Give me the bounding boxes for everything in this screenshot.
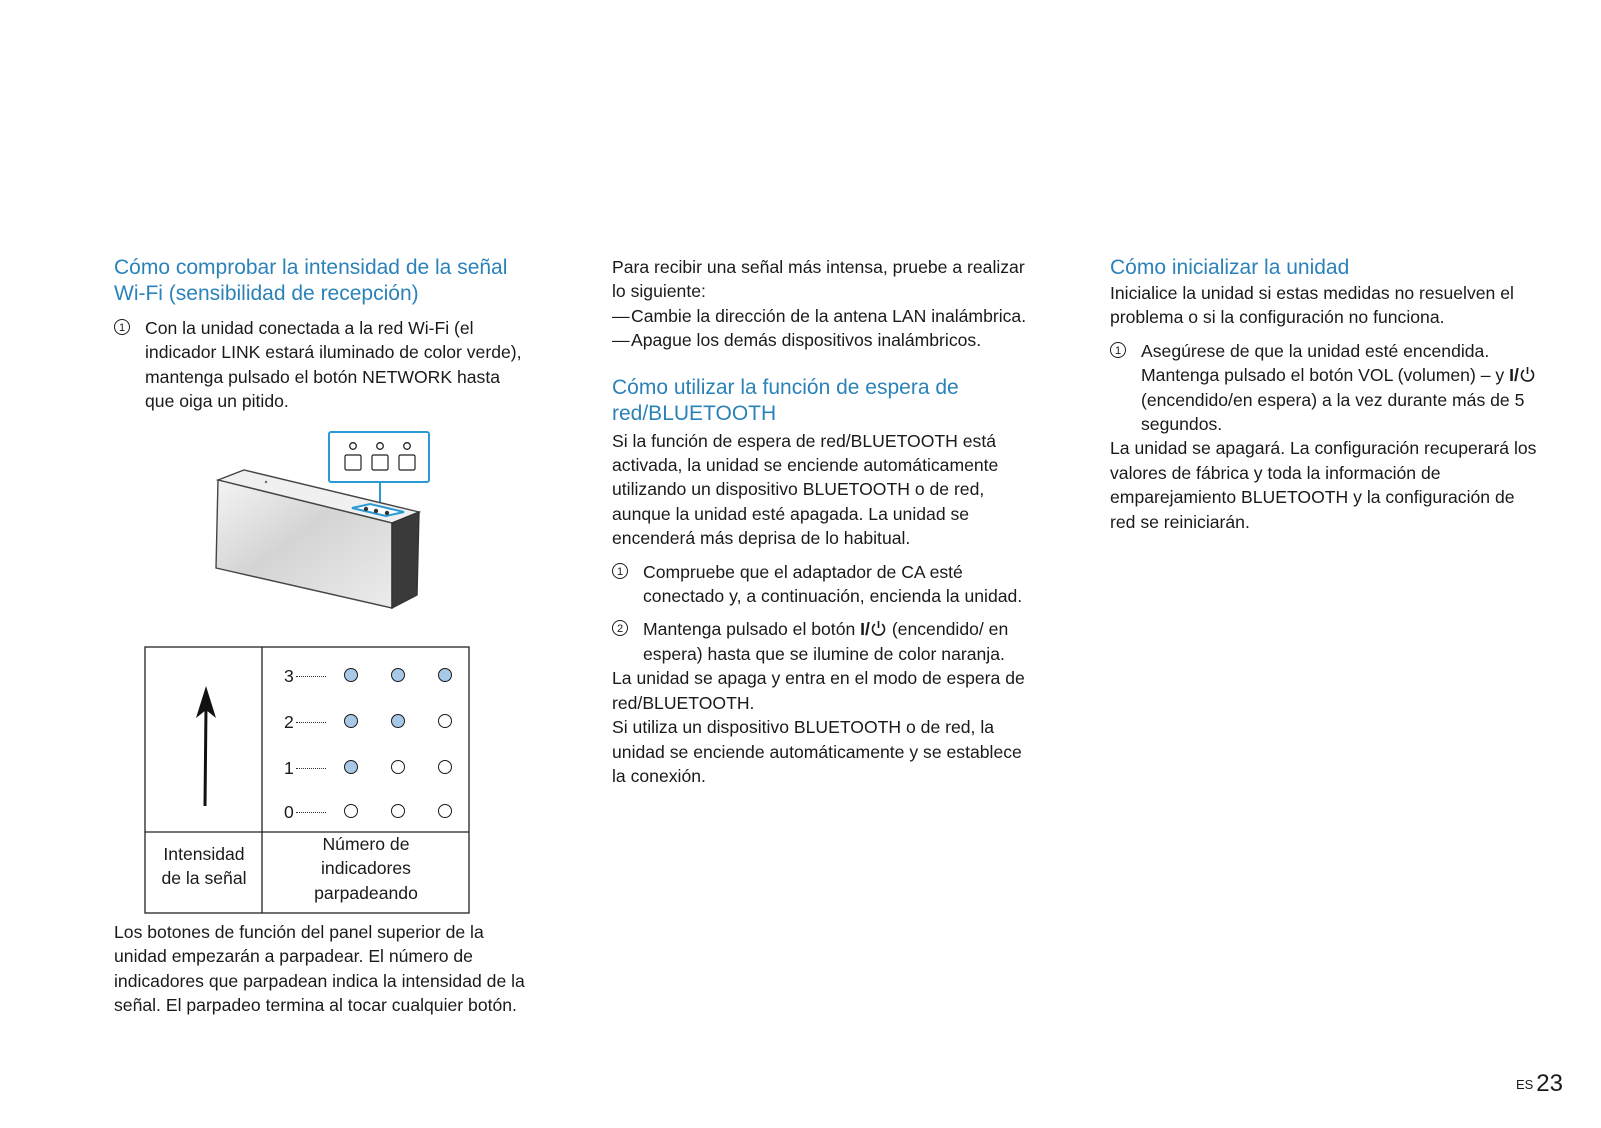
standby-paragraph-1: Si la función de espera de red/BLUETOOTH está activada, la unidad se enciende automáticamente utilizando un dispositivo BLUETOOTH o de red, aunque la unidad esté apagada. La unidad se encenderá más deprisa de lo habitual. [612, 430, 999, 549]
level-label: 2 [284, 712, 294, 732]
step-1-text: Con la unidad conectada a la red Wi-Fi (el indicador LINK estará iluminado de color verde), mantenga pulsado el botón NETWORK hasta que oiga un pitido. [145, 318, 522, 412]
step-1-standby [612, 560, 1037, 609]
power-symbol-text: I/ [1509, 365, 1519, 386]
indicator-dot [391, 714, 405, 728]
power-symbol-text: I/ [860, 619, 870, 640]
bullet-mark: — [612, 330, 630, 351]
indicator-dot [344, 668, 358, 682]
indicator-dot [344, 804, 358, 818]
indicator-dot [391, 804, 405, 818]
indicator-dot [438, 668, 452, 682]
initialize-intro: Inicialice la unidad si estas medidas no resuelven el problema o si la configuración no funciona. [1110, 283, 1514, 328]
step-1-text: Compruebe que el adaptador de CA esté conectado y, a continuación, encienda la unidad. [643, 561, 1023, 607]
step-2-text-pre: Mantenga pulsado el botón [643, 619, 861, 640]
bullet-item [612, 304, 1037, 328]
initialize-closing: La unidad se apagará. La configuración recuperará los valores de fábrica y toda la información de emparejamiento BLUETOOTH y la configuración de red se reiniciarán. [1110, 438, 1537, 532]
section-heading-wifi-signal: Cómo comprobar la intensidad de la señal Wi-Fi (sensibilidad de recepción) [114, 256, 508, 305]
step-number-1: 1 [1110, 342, 1126, 358]
signal-strength-table [144, 646, 470, 916]
indicator-dot [438, 760, 452, 774]
column-1 [114, 255, 534, 414]
indicator-dot [344, 760, 358, 774]
signal-strength-label: Intensidad de la señal [161, 844, 247, 889]
step-2-text-post: (encendido/ en espera) hasta que se ilumine de color naranja. [643, 619, 1009, 664]
leader-dots [296, 768, 326, 769]
speaker-body [216, 470, 419, 608]
wifi-closing-paragraph [114, 920, 534, 1018]
standby-paragraph-3: Si utiliza un dispositivo BLUETOOTH o de red, la unidad se enciende automáticamente y se establece la conexión. [612, 717, 1022, 786]
indicator-dot [344, 714, 358, 728]
callout-indicators [345, 443, 415, 470]
step-1-wifi [114, 316, 534, 414]
stronger-signal-intro: Para recibir una señal más intensa, pruebe a realizar lo siguiente: [612, 257, 1025, 302]
level-label: 1 [284, 758, 294, 778]
level-row-3 [284, 664, 464, 688]
leader-dots [296, 812, 326, 813]
section-heading-standby: Cómo utilizar la función de espera de red/BLUETOOTH [612, 375, 959, 425]
step-2-standby [612, 617, 1037, 666]
standby-paragraph-2: La unidad se apaga y entra en el modo de espera de red/BLUETOOTH. [612, 668, 1025, 713]
level-row-1 [284, 756, 464, 780]
page-number [1516, 1070, 1563, 1098]
bullet-text: Apague los demás dispositivos inalámbricos. [631, 330, 982, 351]
bullet-mark: — [612, 305, 630, 326]
speaker-illustration [214, 430, 434, 630]
power-icon [870, 620, 887, 637]
level-label: 0 [284, 802, 294, 822]
indicator-dot [438, 714, 452, 728]
blinking-indicators-label: Número de indicadores parpadeando [314, 834, 418, 903]
power-icon [1519, 366, 1536, 383]
level-row-2 [284, 710, 464, 734]
step-1-initialize [1110, 339, 1540, 437]
step-number-2: 2 [612, 620, 628, 636]
leader-dots [296, 722, 326, 723]
indicator-dot [391, 668, 405, 682]
step-1-text-pre: Asegúrese de que la unidad esté encendida. Mantenga pulsado el botón VOL (volumen) – y [1141, 340, 1510, 386]
step-1-text-post: (encendido/en espera) a la vez durante más de 5 segundos. [1141, 389, 1525, 435]
level-row-0 [284, 800, 464, 824]
page-number-value: 23 [1536, 1070, 1563, 1097]
indicator-dot [391, 760, 405, 774]
bullet-text: Cambie la dirección de la antena LAN inalámbrica. [631, 305, 1027, 326]
section-heading-initialize: Cómo inicializar la unidad [1110, 256, 1350, 279]
column-2 [612, 255, 1037, 788]
step-number-1: 1 [612, 563, 628, 579]
closing-text: Los botones de función del panel superior de la unidad empezarán a parpadear. El número de indicadores que parpadean indica la intensidad de la señal. El parpadeo termina al tocar cualquier botón. [114, 922, 525, 1016]
bullet-item [612, 328, 1037, 352]
indicator-dot [438, 804, 452, 818]
step-number-1: 1 [114, 319, 130, 335]
language-code: ES [1515, 1077, 1534, 1092]
leader-dots [296, 676, 326, 677]
level-label: 3 [284, 666, 294, 686]
column-3 [1110, 255, 1540, 534]
